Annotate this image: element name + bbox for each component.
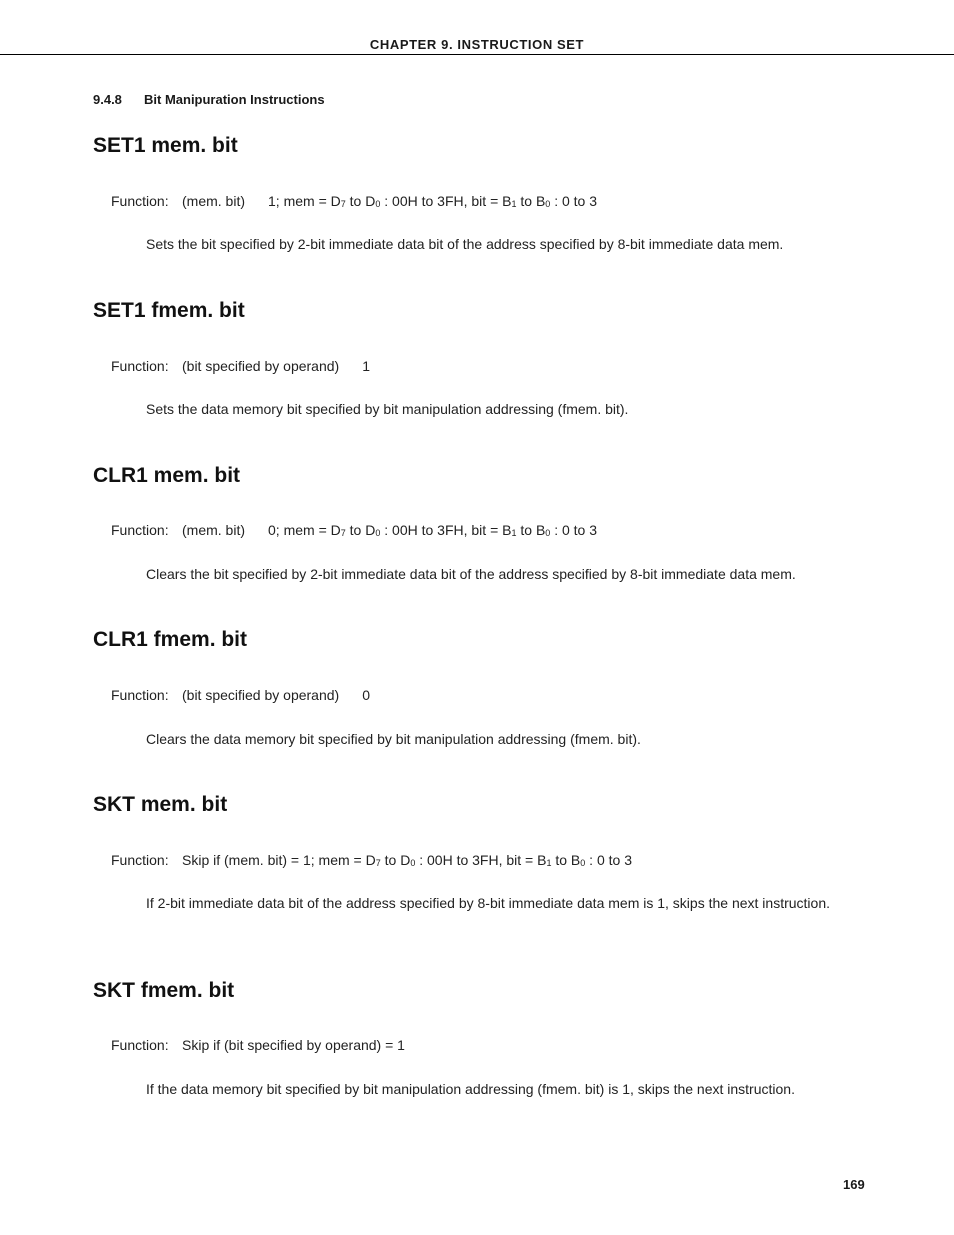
function-text: : 0 to 3 — [550, 193, 598, 209]
function-operand: (mem. bit) — [182, 193, 245, 209]
function-operand: (mem. bit) — [182, 522, 245, 538]
function-text: to B — [551, 852, 581, 868]
function-line-clr1-mem — [111, 522, 597, 538]
description-clr1-mem: Clears the bit specified by 2-bit immediate data bit of the address specified by 8-bit immediate data mem. — [146, 566, 796, 582]
function-line-clr1-fmem — [111, 687, 370, 703]
subscript: 0 — [375, 528, 381, 538]
function-line-set1-fmem — [111, 358, 370, 374]
function-text: to D — [380, 852, 411, 868]
function-text: to D — [345, 522, 376, 538]
subscript: 1 — [511, 199, 517, 209]
section-title: Bit Manipuration Instructions — [144, 92, 325, 107]
subscript: 0 — [375, 199, 381, 209]
subscript: 0 — [580, 858, 586, 868]
instruction-title-clr1-fmem: CLR1 fmem. bit — [93, 628, 248, 651]
subscript: 1 — [511, 528, 517, 538]
subscript: 1 — [546, 858, 552, 868]
function-text: Skip if (mem. bit) = 1; mem = D — [182, 852, 376, 868]
section-number: 9.4.8 — [93, 92, 122, 107]
function-value: 1 — [362, 358, 370, 374]
instruction-title-skt-mem: SKT mem. bit — [93, 793, 228, 816]
function-value: 0 — [362, 687, 370, 703]
subscript: 7 — [340, 528, 346, 538]
description-clr1-fmem: Clears the data memory bit specified by bit manipulation addressing (fmem. bit). — [146, 731, 641, 747]
subscript: 0 — [545, 528, 551, 538]
function-label: Function: — [111, 522, 169, 538]
function-text: to D — [345, 193, 376, 209]
function-text: Skip if (bit specified by operand) = 1 — [182, 1037, 405, 1053]
function-text: : 00H to 3FH, bit = B — [380, 522, 512, 538]
instruction-title-clr1-mem: CLR1 mem. bit — [93, 464, 241, 487]
function-label: Function: — [111, 358, 169, 374]
function-label: Function: — [111, 852, 169, 868]
function-operand: (bit specified by operand) — [182, 358, 340, 374]
function-text: to B — [516, 522, 546, 538]
subscript: 7 — [375, 858, 381, 868]
instruction-title-set1-mem: SET1 mem. bit — [93, 134, 238, 157]
section-heading — [93, 92, 325, 107]
function-text: : 0 to 3 — [585, 852, 632, 868]
instruction-title-set1-fmem: SET1 fmem. bit — [93, 299, 245, 322]
function-text: 1; mem = D — [268, 193, 341, 209]
subscript: 0 — [410, 858, 416, 868]
function-text: 0; mem = D — [268, 522, 341, 538]
function-label: Function: — [111, 687, 169, 703]
function-label: Function: — [111, 193, 169, 209]
description-set1-mem: Sets the bit specified by 2-bit immediate data bit of the address specified by 8-bit immediate data mem. — [146, 236, 784, 252]
function-line-set1-mem — [111, 193, 597, 209]
subscript: 7 — [340, 199, 346, 209]
function-operand: (bit specified by operand) — [182, 687, 340, 703]
function-line-skt-fmem — [111, 1037, 405, 1053]
description-set1-fmem: Sets the data memory bit specified by bit manipulation addressing (fmem. bit). — [146, 401, 629, 417]
function-line-skt-mem — [111, 852, 632, 868]
description-skt-fmem: If the data memory bit specified by bit manipulation addressing (fmem. bit) is 1, skips the next instruction. — [146, 1081, 795, 1097]
instruction-title-skt-fmem: SKT fmem. bit — [93, 979, 235, 1002]
function-text: to B — [516, 193, 546, 209]
chapter-header: CHAPTER 9. INSTRUCTION SET — [369, 37, 585, 52]
function-text: : 00H to 3FH, bit = B — [380, 193, 512, 209]
function-label: Function: — [111, 1037, 169, 1053]
page-number: 169 — [843, 1177, 865, 1192]
description-skt-mem: If 2-bit immediate data bit of the address specified by 8-bit immediate data mem is 1, skips the next instruction. — [146, 895, 830, 911]
function-text: : 00H to 3FH, bit = B — [415, 852, 547, 868]
header-rule — [0, 54, 954, 55]
function-text: : 0 to 3 — [550, 522, 598, 538]
subscript: 0 — [545, 199, 551, 209]
